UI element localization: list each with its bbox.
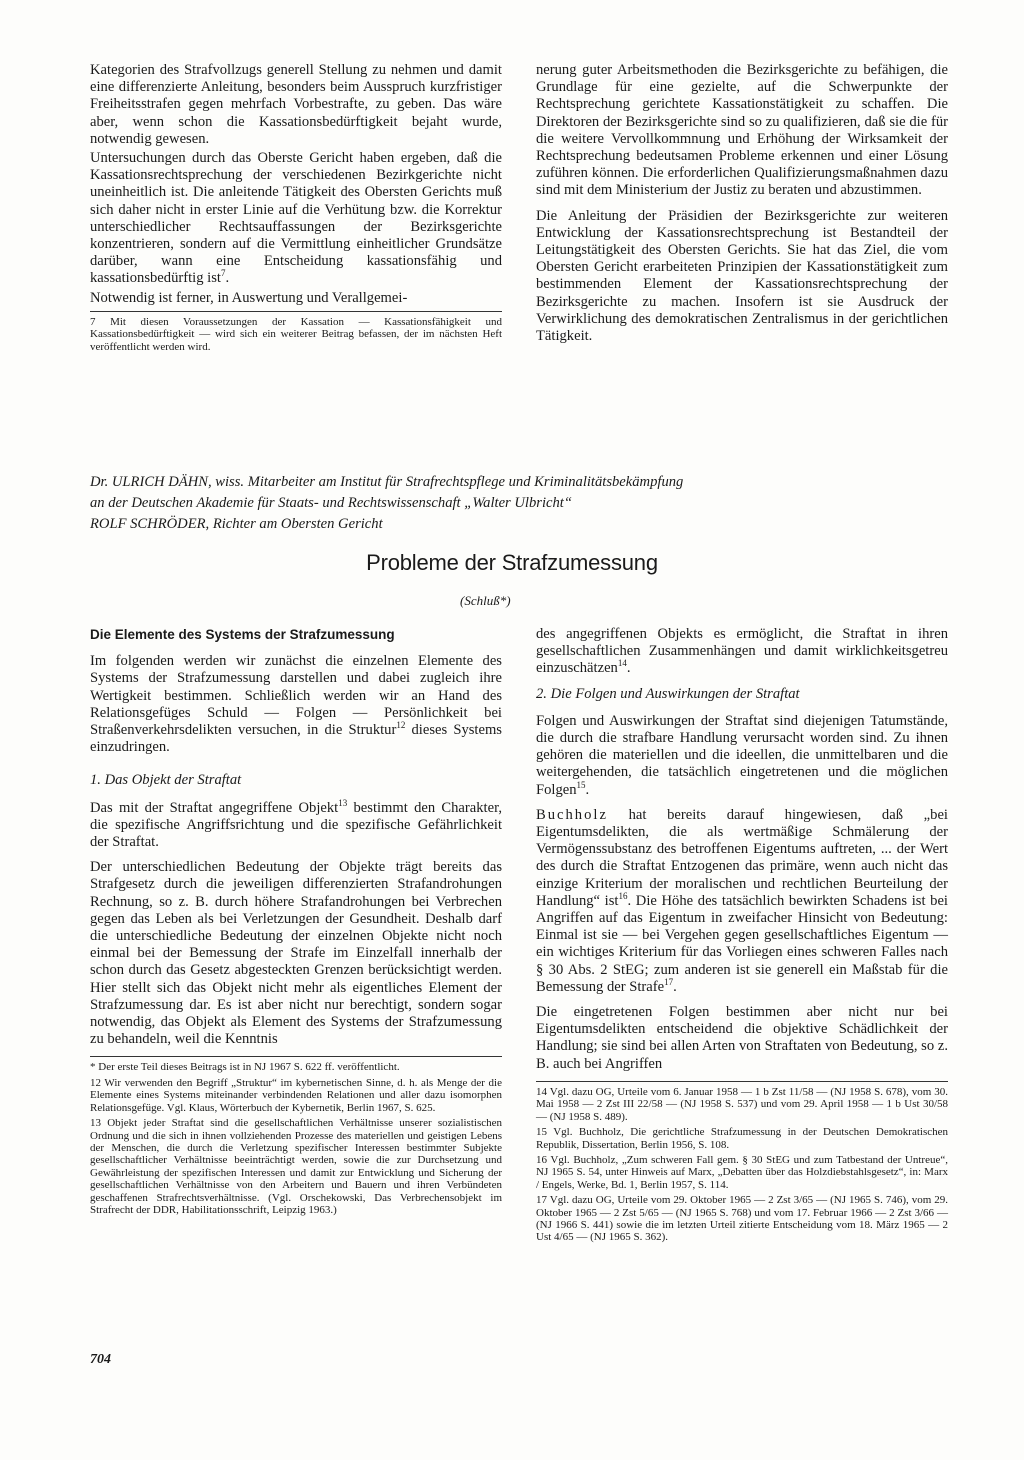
paragraph: Der unterschiedlichen Bedeutung der Objekte trägt bereits das Strafgesetz durch die jeweiligen differenzierten Strafandrohungen Rechnung, so z. B. durch höhere Strafandrohungen bei Verbrechen gegen das Leben als bei Verletzungen der Gesundheit. Deshalb darf die unterschiedliche Bedeutung der einzelnen Objekte nicht noch einmal bei der Bemessung der Strafe im Einzelfall innerhalb der schon durch das Gesetz abgesteckten Grenzen berücksichtigt werden. Hier stellt sich das Objekt nicht mehr als eigentliches Element der Strafzumessung dar. Es ist aber nicht nur berechtigt, sondern sogar notwendig, das Objekt als Element des Systems der Strafzumessung zu behandeln, weil die Kenntnis [90, 859, 502, 1048]
paragraph: Untersuchungen durch das Oberste Gericht haben ergeben, daß die Kassationsrechtsprechung der verschiedenen Bezirkgerichte nicht uneinheitlich ist. Die anleitende Tätigkeit des Obersten Gerichts muß sich daher nicht in erster Linie auf die Verhütung bzw. die Korrektur unterschiedlicher Rechtsauffassungen der Bezirksgerichte konzentrieren, sondern auf die Vermittlung einheitlicher Grundsätze darüber, wann eine Entscheidung kassationsfähig und kassationsbedürftig ist$^7$. [90, 150, 502, 287]
footnote: 14 Vgl. dazu OG, Urteile vom 6. Januar 1958 — 1 b Zst 11/58 — (NJ 1958 S. 678), vom 30. Mai 1958 — 2 Zst III 22/58 — (NJ 1958 S. 537) und vom 29. April 1958 — 1 b Ust 30/58 — (NJ 1958 S. 489). [536, 1085, 948, 1123]
paragraph: Kategorien des Strafvollzugs generell Stellung zu nehmen und damit eine differenzierte Anleitung, besonders beim Ausspruch kurzfristiger Freiheitsstrafen gegen mehrfach Vorbestrafte, zu geben. Das wäre aber, wenn schon die Kassationsbedürftigkeit bejaht wurde, notwendig gewesen. [90, 62, 502, 147]
footnote-divider [536, 1081, 948, 1082]
author-line: an der Deutschen Akademie für Staats- und Rechtswissenschaft „Walter Ulbricht“ [90, 495, 572, 511]
paragraph: Notwendig ist ferner, in Auswertung und Verallgemei- [90, 289, 408, 306]
paragraph: Im folgenden werden wir zunächst die einzelnen Elemente des Systems der Strafzumessung darstellen und dabei zugleich ihre Wertigkeit bestimmen. Schließlich werden wir an Hand des Relationsgefüges Schuld — Folgen — Persönlichkeit bei Straßenverkehrsdelikten versuchen, in die Struktur$^{12}$ dieses Systems einzudringen. [90, 653, 502, 756]
footnote-ref: 14 [617, 658, 627, 669]
footnote: * Der erste Teil dieses Beitrags ist in NJ 1967 S. 622 ff. veröffentlicht. [90, 1061, 400, 1074]
author-name: Buchholz [536, 806, 608, 823]
page-number: 704 [90, 1352, 111, 1367]
paragraph: Die eingetretenen Folgen bestimmen aber nicht nur bei Eigentumsdelikten entscheidend die objektive Schädlichkeit der Handlung; sie sind bei allen Arten von Straftaten von Bedeutung, so z. B. auch bei Angriffen [536, 1004, 948, 1072]
footnote-ref: 17 [664, 977, 674, 987]
author-line: Dr. ULRICH DÄHN, wiss. Mitarbeiter am Institut für Strafrechtspflege und Kriminalitätsbekämpfung [90, 474, 684, 490]
article-right-column [536, 626, 948, 1247]
footnote: 7 Mit diesen Voraussetzungen der Kassation — Kassationsfähigkeit und Kassationsbedürftigkeit — wird sich ein weiterer Beitrag befassen, der im nächsten Heft veröffentlicht werden wird. [90, 315, 502, 353]
footnote-divider [90, 311, 502, 312]
paragraph: Folgen und Auswirkungen der Straftat sind diejenigen Tatumstände, die durch die strafbare Handlung verursacht worden sind. Zu ihnen gehören die materiellen und die ideellen, die unmittelbaren und die weitergehenden, die tatsächlich eingetretenen und die möglichen Folgen$^{15}$. [536, 712, 948, 798]
paragraph: Buchholz hat bereits darauf hingewiesen, daß „bei Eigentumsdelikten, die als wertmäßige Schmälerung der Vermögenssubstanz des betroffenen Eigentums auftreten, ... der Wert des durch die Straftat Entzogenen das primäre, wenn auch nicht das einzige Kriterium der moralischen und rechtlichen Beurteilung der Handlung“ ist$^{16}$. Die Höhe des tatsächlich bewirkten Schadens ist bei Angriffen auf das Eigentum in zweifacher Hinsicht von Bedeutung: Einmal ist sie — bei Vergehen gegen gesellschaftliches Eigentum — ein wichtiges Kriterium für das Vorliegen eines schweren Falles nach § 30 Abs. 2 StEG; zum anderen ist sie generell ein Maßstab für die Bemessung der Strafe$^{17}$. [536, 806, 948, 995]
footnote-divider [90, 1056, 502, 1057]
footnotes [90, 1061, 502, 1216]
footnote: 13 Objekt jeder Straftat sind die gesellschaftlichen Verhältnisse unserer sozialistischen Ordnung und die sich in ihnen vollziehenden Prozesse des materiellen und geistigen Lebens der Menschen, die durch die Verletzung spezifischer Interessen bestimmter Subjekte gesellschaftlicher Verhältnisse beeinträchtigt werden, sowie die zur Durchsetzung und Gewährleistung der spezifischen Interessen und damit zur Entwicklung und Sicherung der gesellschaftlichen Verhältnisse von den Arbeitern und Bauern und ihren Verbündeten geschaffenen Strafrechtsverhältnisse. (Vgl. Orschekowski, Das Verbrechensobjekt im Strafrecht der DDR, Habilitationsschrift, Leipzig 1963.) [90, 1117, 502, 1216]
footnote: 16 Vgl. Buchholz, „Zum schweren Fall gem. § 30 StEG und zum Tatbestand der Untreue“, NJ 1965 S. 54, unter Hinweis auf Marx, „Debatten über das Holzdiebstahlsgesetz“, in: Marx / Engels, Werke, Bd. 1, Berlin 1957, S. 114. [536, 1153, 948, 1191]
article-title: Probleme der Strafzumessung [366, 550, 658, 575]
footnote-ref: 15 [576, 779, 586, 790]
paragraph: des angegriffenen Objekts es ermöglicht, die Straftat in ihren gesellschaftlichen Zusammenhängen und damit wirklichkeitsgetreu einzuschätzen$^{14}$. [536, 626, 948, 677]
article-subtitle: (Schluß*) [460, 593, 511, 608]
subsection-heading: 2. Die Folgen und Auswirkungen der Straftat [536, 685, 800, 702]
article-left-column [90, 626, 502, 1219]
footnote-ref: 13 [338, 797, 348, 808]
footnote: 12 Wir verwenden den Begriff „Struktur“ im kybernetischen Sinne, d. h. als Menge der die Elemente eines Systems miteinander verbindenden Relationen und aller dazu isomorphen Relationsgefüge. Vgl. Klaus, Wörterbuch der Kybernetik, Berlin 1967, S. 625. [90, 1076, 502, 1114]
paragraph: Die Anleitung der Präsidien der Bezirksgerichte zur weiteren Entwicklung der Kassationsrechtsprechung ist Bestandteil der Leitungstätigkeit des Obersten Gerichts. Sie hat das Ziel, die vom Obersten Gericht erarbeiteten Prinzipien der Kassationstätigkeit zum bestimmenden Element der Kassationsrechtsprechung der Bezirksgerichte zu machen. Insofern ist sie Ausdruck der Verwirklichung des demokratischen Zentralismus in der gerichtlichen Tätigkeit. [536, 207, 948, 345]
section-heading: Die Elemente des Systems der Strafzumessung [90, 627, 395, 642]
author-line: ROLF SCHRÖDER, Richter am Obersten Gericht [90, 516, 383, 532]
footnote-ref: 16 [618, 890, 628, 901]
footnote-ref: 7 [220, 268, 226, 279]
footnote-ref: 12 [396, 720, 406, 731]
top-right-column [536, 62, 948, 353]
paragraph: Das mit der Straftat angegriffene Objekt$^{13}$ bestimmt den Charakter, die spezifische Angriffsrichtung und die spezifische Gefährlichkeit der Straftat. [90, 797, 502, 851]
footnote: 15 Vgl. Buchholz, Die gerichtliche Strafzumessung in der Deutschen Demokratischen Republik, Dissertation, Berlin 1956, S. 108. [536, 1126, 948, 1151]
top-left-column [90, 62, 502, 356]
subsection-heading: 1. Das Objekt der Straftat [90, 772, 242, 789]
paragraph: nerung guter Arbeitsmethoden die Bezirksgerichte zu befähigen, die Grundlage für eine gezielte, auf die Schwerpunkte der Rechtsprechung gerichtete Kassationstätigkeit zu schaffen. Die Direktoren der Bezirksgerichte sind so zu qualifizieren, daß sie die für die weitere Vervollkommnung und Erhöhung der Wirksamkeit der Rechtsprechung bedeutsamen Probleme erkennen und einer Lösung zuführen können. Die erforderlichen Qualifizierungsmaßnahmen dazu sind mit dem Ministerium der Justiz zu beraten und abzustimmen. [536, 62, 948, 199]
footnote: 17 Vgl. dazu OG, Urteile vom 29. Oktober 1965 — 2 Zst 3/65 — (NJ 1965 S. 746), vom 29. Oktober 1965 — 2 Zst 5/65 — (NJ 1965 S. 768) und vom 17. Februar 1966 — 2 Zst 3/66 — (NJ 1966 S. 441) sowie die im letzten Urteil zitierte Entscheidung vom 18. März 1965 — 2 Ust 4/65 — (NJ 1965 S. 362). [536, 1194, 948, 1244]
footnotes [536, 1086, 948, 1244]
author-block [90, 472, 970, 535]
